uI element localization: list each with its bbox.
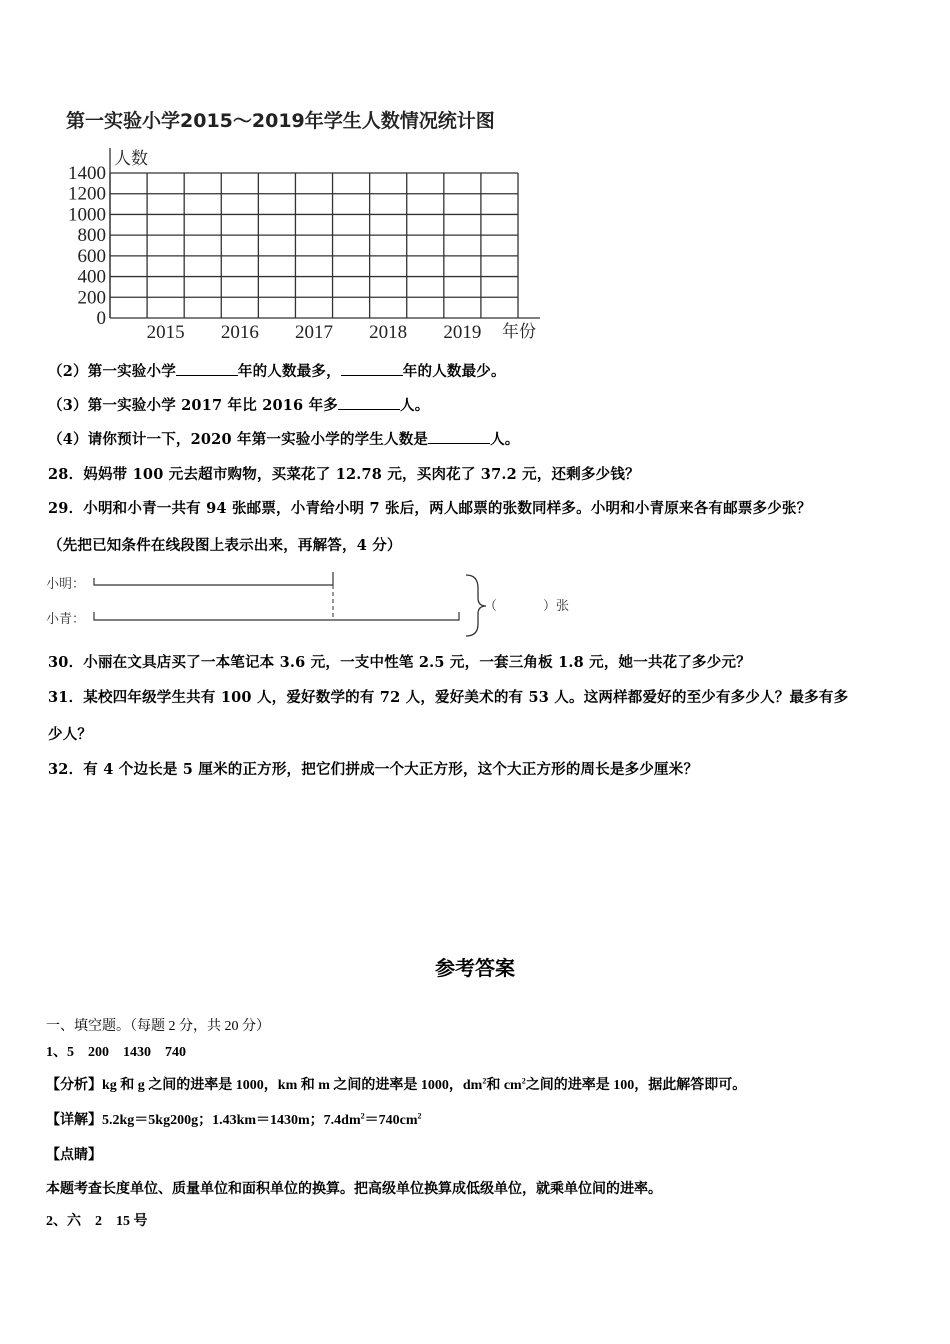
answers-title: 参考答案 — [435, 956, 515, 980]
answer-1-detail — [46, 1109, 422, 1129]
question-32: 32．有 4 个边长是 5 厘米的正方形，把它们拼成一个大正方形，这个大正方形的周长是多少厘米？ — [48, 761, 699, 778]
y-axis-label: 人数 — [114, 149, 148, 169]
segment-xiaoqing — [94, 612, 459, 620]
answer-1-tip-text: 本题考查长度单位、质量单位和面积单位的换算。把高级单位换算成低级单位，就乘单位间的进率。 — [46, 1182, 662, 1197]
question-30: 30．小丽在文具店买了一本笔记本 3.6 元，一支中性笔 2.5 元，一套三角板 1.8 元，她一共花了多少元？ — [48, 654, 751, 671]
detail-text: 【详解】5.2kg＝5kg200g；1.43km＝1430m；7.4dm — [46, 1113, 361, 1128]
label-xiaoqing: 小青： — [46, 612, 86, 627]
q2-text: （2）第一实验小学 — [48, 363, 176, 380]
analysis-text: 和 cm — [486, 1078, 522, 1093]
analysis-text: 之间的进率是 100，据此解答即可。 — [525, 1078, 747, 1093]
answer-blank[interactable] — [176, 361, 238, 376]
answer-blank[interactable] — [428, 429, 490, 444]
answer-1: 1、5 200 1430 740 — [46, 1045, 186, 1060]
question-4 — [48, 428, 520, 449]
x-tick-label: 2019 — [443, 322, 482, 343]
paren-close: ）张 — [543, 599, 570, 614]
x-tick-label: 2016 — [220, 322, 259, 343]
analysis-text: 【分析】kg 和 g 之间的进率是 1000，km 和 m 之间的进率是 1000，dm — [46, 1078, 483, 1093]
y-tick-label: 0 — [96, 308, 106, 329]
question-29-note: （先把已知条件在线段图上表示出来，再解答，4 分） — [48, 537, 402, 554]
question-28: 28．妈妈带 100 元去超市购物，买菜花了 12.78 元，买肉花了 37.2 元，还剩多少钱？ — [48, 466, 640, 483]
y-tick-label: 200 — [77, 287, 106, 309]
y-tick-label: 800 — [77, 225, 106, 247]
answer-1-tip: 【点睛】 — [46, 1148, 102, 1163]
chart-title: 第一实验小学2015～2019年学生人数情况统计图 — [66, 110, 495, 132]
student-count-chart — [40, 100, 560, 350]
superscript: 2 — [417, 1111, 422, 1121]
question-3 — [48, 394, 429, 415]
paren-open: （ — [484, 599, 498, 614]
q3-text: 人。 — [400, 397, 430, 414]
superscript: 2 — [360, 1111, 365, 1121]
q4-text: 人。 — [490, 431, 520, 448]
y-tick-label: 1000 — [68, 204, 106, 226]
y-tick-label: 1400 — [68, 163, 106, 184]
q3-text: （3）第一实验小学 2017 年比 2016 年多 — [48, 397, 338, 414]
q4-text: （4）请你预计一下，2020 年第一实验小学的学生人数是 — [48, 431, 429, 448]
x-tick-label: 2018 — [369, 322, 408, 343]
answers-section: 一、填空题。（每题 2 分，共 20 分） — [46, 1019, 270, 1034]
superscript: 2 — [482, 1076, 487, 1086]
answer-blank[interactable] — [341, 361, 403, 376]
superscript: 2 — [521, 1076, 526, 1086]
question-2 — [48, 360, 506, 381]
question-29: 29．小明和小青一共有 94 张邮票，小青给小明 7 张后，两人邮票的张数同样多。小明和小青原来各有邮票多少张？ — [48, 500, 812, 517]
question-31: 31．某校四年级学生共有 100 人，爱好数学的有 72 人，爱好美术的有 53 人。这两样都爱好的至少有多少人？最多有多 — [48, 689, 849, 706]
detail-text: ＝740cm — [364, 1113, 418, 1128]
y-tick-label: 400 — [77, 266, 106, 288]
x-tick-label: 2015 — [146, 322, 185, 343]
x-tick-label: 2017 — [295, 322, 333, 343]
segment-diagram — [40, 560, 600, 650]
answer-blank[interactable] — [338, 395, 400, 410]
q2-text: 年的人数最多， — [237, 363, 341, 380]
answer-2: 2、六 2 15 号 — [46, 1214, 148, 1229]
segment-xiaoming — [94, 572, 333, 585]
x-axis-label: 年份 — [502, 322, 536, 342]
y-tick-label: 600 — [77, 245, 106, 267]
label-xiaoming: 小明： — [46, 577, 86, 592]
brace — [466, 575, 486, 636]
answer-1-analysis — [46, 1074, 746, 1094]
question-31-cont: 少人？ — [48, 726, 93, 743]
q2-text: 年的人数最少。 — [402, 363, 506, 380]
y-tick-label: 1200 — [68, 183, 106, 205]
